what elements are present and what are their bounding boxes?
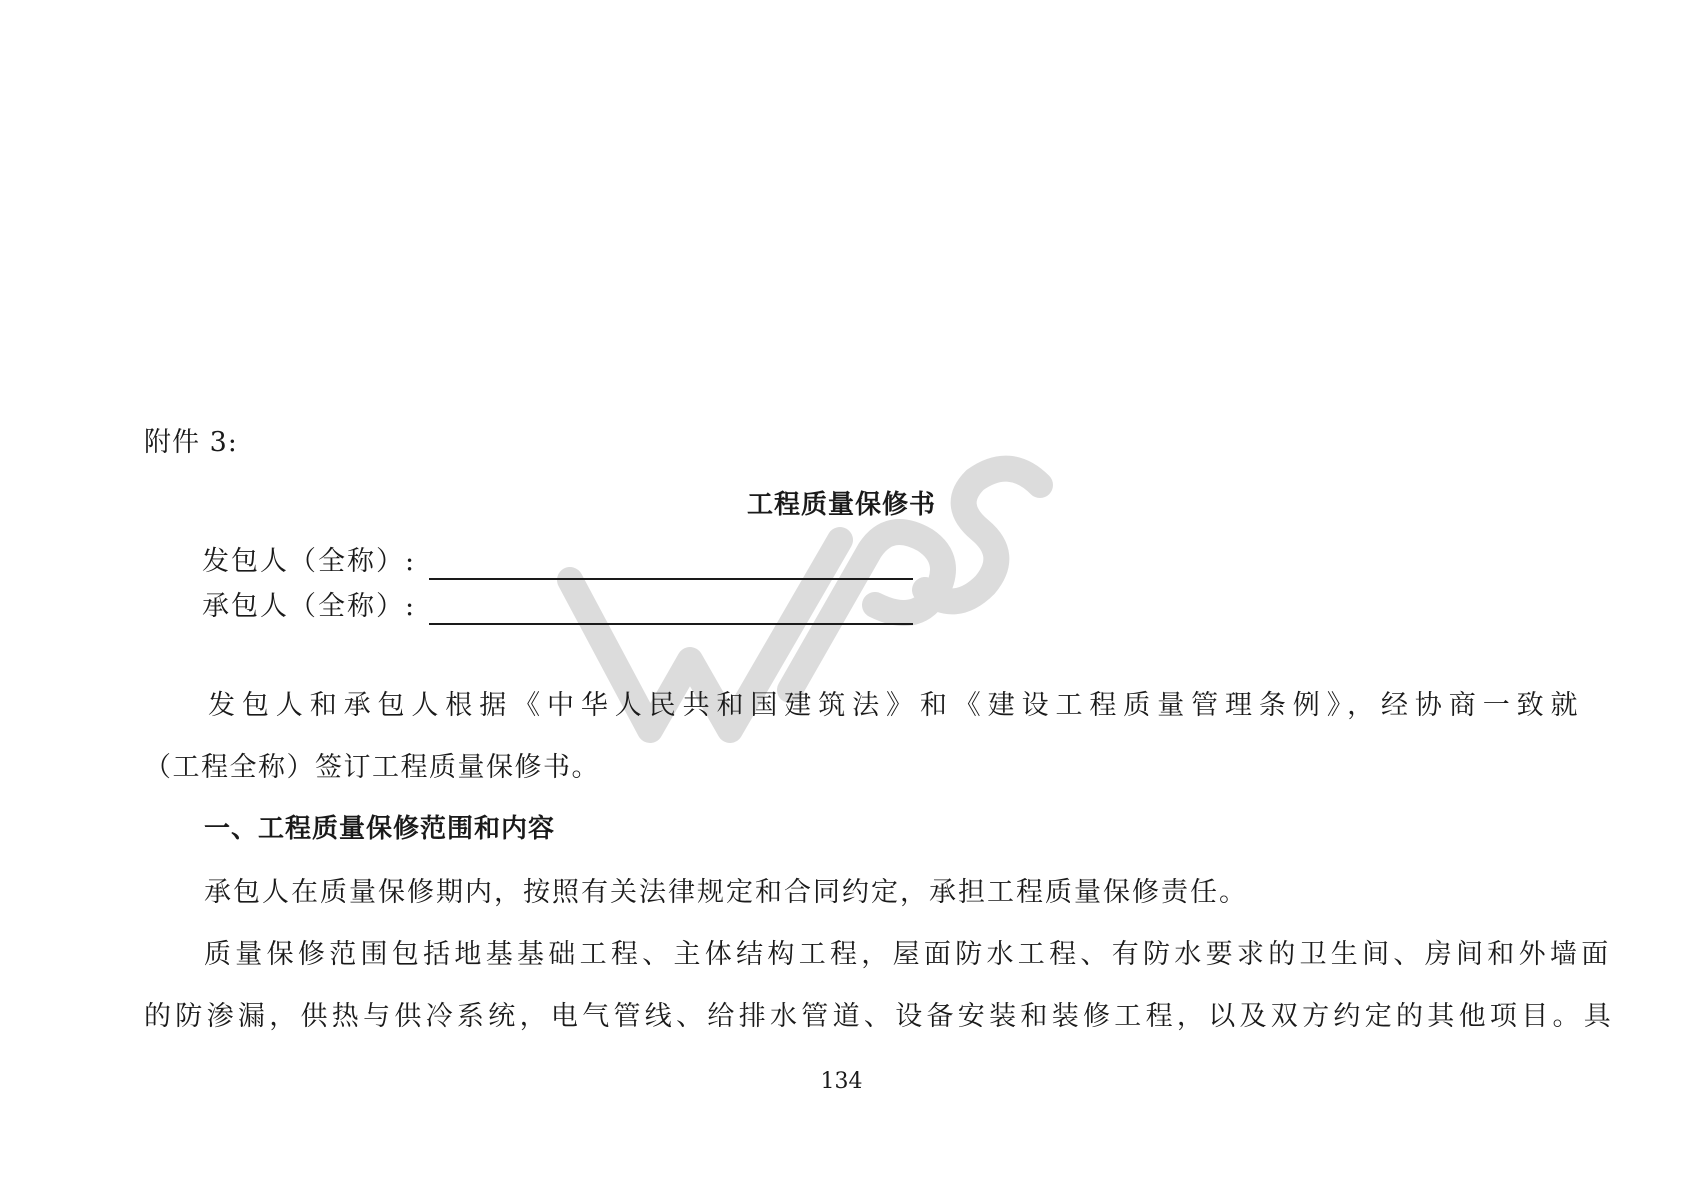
section-1-heading: 一、工程质量保修范围和内容 <box>204 814 556 844</box>
section-1-paragraph-2-line-1: 质量保修范围包括地基基础工程、主体结构工程，屋面防水工程、有防水要求的卫生间、房间和外墙面 <box>204 939 1613 970</box>
contractor-label: 承包人（全称）: <box>202 591 417 622</box>
employer-label: 发包人（全称）: <box>202 546 417 577</box>
employer-name-blank-line <box>429 578 913 580</box>
intro-paragraph-line-2: （工程全称）签订工程质量保修书。 <box>144 752 600 783</box>
section-1-paragraph-1: 承包人在质量保修期内，按照有关法律规定和合同约定，承担工程质量保修责任。 <box>204 877 1248 908</box>
contractor-name-blank-line <box>429 623 913 625</box>
section-1-paragraph-2-line-2: 的防渗漏，供热与供冷系统，电气管线、给排水管道、设备安装和装修工程，以及双方约定的其他项目。具 <box>144 1001 1616 1032</box>
attachment-label: 附件 3: <box>144 427 238 458</box>
page-number: 134 <box>820 1069 863 1094</box>
intro-paragraph-line-1: 发包人和承包人根据《中华人民共和国建筑法》和《建设工程质量管理条例》，经协商一致就 <box>208 690 1585 721</box>
document-title: 工程质量保修书 <box>746 490 936 520</box>
wps-watermark-logo <box>540 430 1100 790</box>
